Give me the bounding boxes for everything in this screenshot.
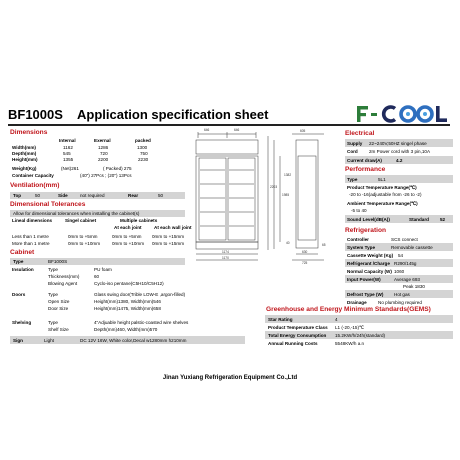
- sound-label: Sound Level(dB(A)): [347, 217, 390, 222]
- vent-side-value: not required: [80, 193, 105, 198]
- sound-standard: Standard: [409, 217, 429, 222]
- dim-label-h4: 40: [286, 241, 290, 245]
- tol-cell: 0mm to +5mm: [112, 234, 142, 239]
- ins-value: PU foam: [94, 267, 112, 272]
- tol-head-joint: At each joint: [114, 225, 142, 230]
- vent-rear-value: 50: [158, 193, 164, 198]
- sign-label: Sign: [13, 338, 23, 343]
- gems-key: Total Energy Consumption: [268, 333, 327, 338]
- insulation-label: Insulation: [12, 267, 34, 272]
- dim-value: 2230: [138, 157, 149, 162]
- tol-cell: 0mm to +15mm: [152, 234, 185, 239]
- ref-value: No plumbing required: [378, 300, 422, 305]
- supply-value: 22~240V,50HZ singel phase: [369, 141, 427, 146]
- cabinet-type-bar: [10, 258, 185, 265]
- door-key: Open Size: [48, 299, 70, 304]
- brand-logo: [355, 103, 450, 125]
- ref-key: Drainage: [347, 300, 367, 305]
- dim-value: 1355: [63, 157, 74, 162]
- ref-value: Peak 1830: [403, 284, 425, 289]
- cabinet-heading: Cabinet: [10, 249, 35, 256]
- gems-bar: [265, 315, 453, 323]
- sign-type: Light: [44, 338, 54, 343]
- tol-head-multiple: Multiple cabinets: [120, 218, 158, 223]
- ins-value: Cyclo-iso pentane(C5H10/C5H12): [94, 281, 164, 286]
- tol-cell: 0mm to +5mm: [68, 234, 98, 239]
- dim-col-external: Exernal: [94, 138, 111, 143]
- electrical-heading: Electrical: [345, 130, 375, 137]
- ventilation-heading: Ventilation(mm): [10, 182, 60, 189]
- perf-type-label: Type: [347, 177, 358, 182]
- ref-value: 1060: [394, 269, 405, 274]
- dim-value: 1286: [98, 145, 109, 150]
- cabinet-type-label: Type: [13, 259, 24, 264]
- ref-value: SCS connect: [391, 237, 418, 242]
- dim-label-b4: 725: [302, 261, 308, 265]
- gems-value: 4: [335, 317, 338, 322]
- model-title: BF1000S: [8, 107, 63, 122]
- ptr-label: Product Temperature Range(℃): [347, 185, 417, 190]
- vent-rear-label: Rear: [128, 193, 139, 198]
- shelf-key: Shelf Size: [48, 327, 69, 332]
- refrigeration-heading: Refrigeration: [345, 227, 387, 234]
- ref-key: Normal Capacity (W): [347, 269, 392, 274]
- current-value: 4.2: [396, 158, 403, 163]
- sheet-title: Application specification sheet: [77, 107, 269, 122]
- tol-head-wall: At each wall joint: [154, 225, 192, 230]
- dim-col-internal: Internal: [59, 138, 76, 143]
- cord-value: 2m Power cord with 3 pin,10A: [369, 149, 431, 154]
- dim-label-b1: 1174: [222, 250, 229, 254]
- cord-label: Cord: [347, 149, 358, 154]
- ins-key: Blowing Agent: [48, 281, 78, 286]
- dim-label-h1: 1985: [282, 193, 290, 197]
- shelf-value: Depth(mm)460, Width(mm)570: [94, 327, 158, 332]
- dim-value: 720: [100, 151, 108, 156]
- dim-value: 1300: [137, 145, 148, 150]
- current-label: Current draw(A): [347, 158, 382, 163]
- sound-value: 52: [440, 217, 446, 222]
- tolerance-note: Allow for dimensional tolerances when installing the cabinet(s): [13, 211, 140, 216]
- ref-key: Refrigerant /Charge: [347, 261, 390, 266]
- tol-cell: Less than 1 metre: [12, 234, 49, 239]
- dim-value: 545: [63, 151, 71, 156]
- dim-label-w2: 646: [234, 128, 240, 132]
- atr-label: Ambient Temperature Range(℃): [347, 201, 418, 206]
- dim-label-b2: 1170: [222, 256, 229, 260]
- door-key: Door Size: [48, 306, 69, 311]
- dim-label-h5: 65: [322, 243, 326, 247]
- tol-cell: 0mm to +10mm: [112, 241, 145, 246]
- dim-value: 1162: [63, 145, 73, 150]
- gems-key: Star Rating: [268, 317, 293, 322]
- dim-value: 750: [140, 151, 148, 156]
- dim-label-b3: 630: [302, 250, 308, 254]
- dim-value: 2200: [98, 157, 109, 162]
- vent-side-label: Side: [58, 193, 68, 198]
- ref-value: 54: [398, 253, 404, 258]
- shelf-key: Type: [48, 320, 58, 325]
- dim-label-h2: 2203: [270, 185, 278, 189]
- tol-head-single: Singel cabinet: [65, 218, 97, 223]
- tol-head-lineal: Lineal dimensions: [12, 218, 53, 223]
- ref-value: Hot gas: [394, 292, 410, 297]
- tolerances-heading: Dimensional Tolerances: [10, 201, 86, 208]
- perf-type-bar: [345, 175, 453, 183]
- gems-key: Annual Running Costs: [268, 341, 318, 346]
- ins-value: 60: [94, 274, 100, 279]
- ins-key: Type: [48, 267, 58, 272]
- cabinet-drawing: [188, 126, 338, 266]
- dim-col-packed: packed: [135, 138, 151, 143]
- sign-value: DC 12V 16W, White color,Decal w1280mm h210mm: [80, 338, 187, 343]
- dim-label-depth: 605: [300, 129, 306, 133]
- dim-label: Depth(mm): [12, 151, 37, 156]
- supply-label: Supply: [347, 141, 363, 146]
- door-value: Height(mm)1475, Width(mm)658: [94, 306, 161, 311]
- perf-type-value: 5L1: [378, 177, 386, 182]
- ref-key: Controller: [347, 237, 369, 242]
- tol-cell: 0mm to +10mm: [68, 241, 101, 246]
- atr-value: -5 to 40: [351, 208, 367, 213]
- cabinet-type-value: BF1000S: [48, 259, 68, 264]
- vent-top-value: 50: [35, 193, 41, 198]
- door-value: Height(mm)1380, Width(mm)546: [94, 299, 161, 304]
- tol-cell: 0mm to +15mm: [152, 241, 185, 246]
- tol-cell: More than 1 metre: [12, 241, 50, 246]
- container-value: (40") 27Pcs ; (20") 13Pcs: [80, 173, 132, 178]
- dim-label: Height(mm): [12, 157, 38, 162]
- ref-key: Defrost Type (W): [347, 292, 384, 297]
- gems-heading: Greenhouse and Energy Minimum Standards(GEMS): [266, 306, 431, 313]
- ref-value: Average 693: [394, 277, 420, 282]
- shelf-value: 4"Adjuable height palstic-coasted wire shelves: [94, 320, 189, 325]
- gems-value: 15.2KW/h/24h(standard): [335, 333, 386, 338]
- vent-top-label: Top: [13, 193, 22, 198]
- weight-net: (Net)261: [61, 166, 79, 171]
- dim-label: Width(mm): [12, 145, 36, 150]
- ref-value: R290/145g: [394, 261, 417, 266]
- company-footer: Jinan Yuxiang Refrigeration Equipment Co.,Ltd: [162, 375, 298, 381]
- shelving-label: Shelving: [12, 320, 32, 325]
- gems-key: Product Temperature Class: [268, 325, 328, 330]
- doors-label: Doors: [12, 292, 26, 297]
- performance-heading: Performance: [345, 166, 386, 173]
- ref-value: Removable cassette: [391, 245, 433, 250]
- ref-key: Cassette Weight (Kg): [347, 253, 394, 258]
- ptr-value: -20 to -16(adjustable from -26 to -2): [349, 192, 422, 197]
- door-key: Type: [48, 292, 58, 297]
- door-value: Glass swing door(Trible LOW-E ,argon-filled): [94, 292, 186, 297]
- dim-label-h3: 1382: [284, 173, 292, 177]
- gems-value: 5548KW/h a.n: [335, 341, 365, 346]
- ins-key: Thickness(mm): [48, 274, 80, 279]
- dim-label-w1: 646: [204, 128, 210, 132]
- ref-key: System Type: [347, 245, 375, 250]
- gems-value: L1 (-20,-15)℃: [335, 325, 365, 330]
- dimensions-heading: Dimensions: [10, 129, 48, 136]
- container-label: Container Capacity: [12, 173, 54, 178]
- weight-label: Weight(Kg): [12, 166, 37, 171]
- ref-key: Input Power(W): [347, 277, 381, 282]
- weight-packed: ( Packed) 275: [103, 166, 132, 171]
